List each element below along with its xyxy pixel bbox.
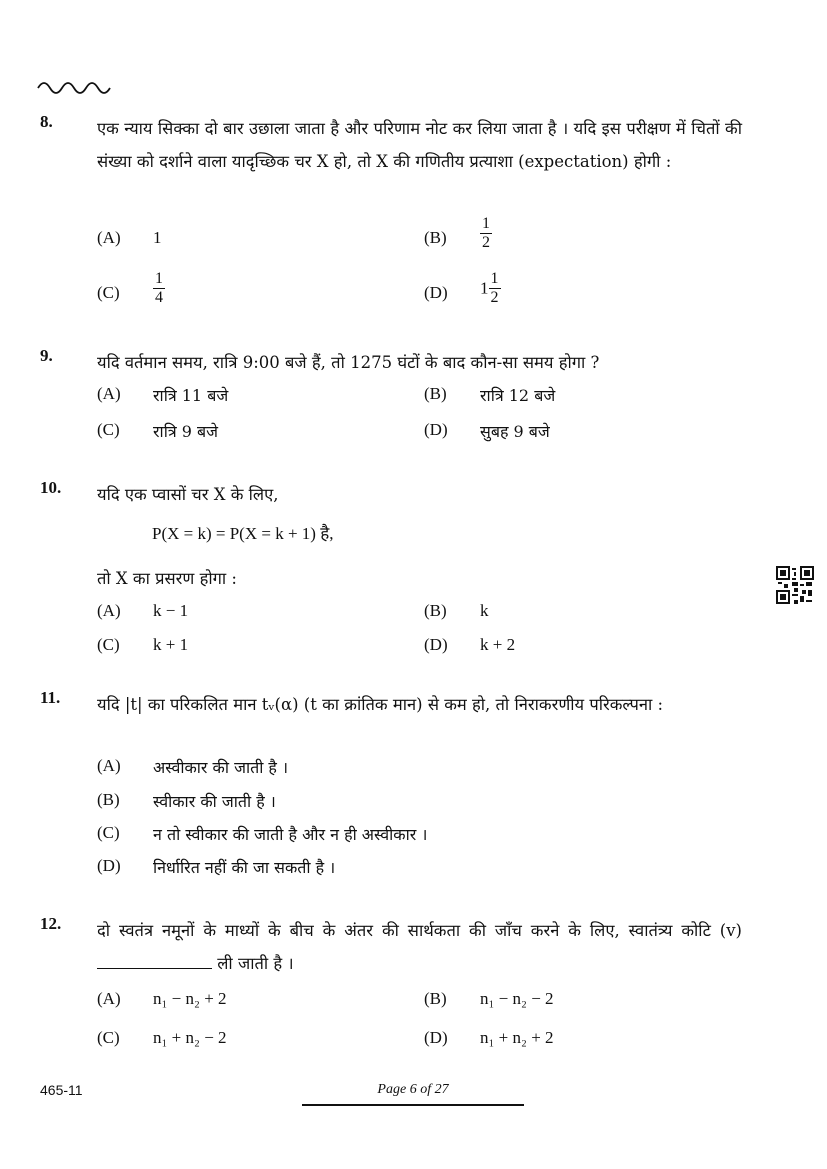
page-number: Page 6 of 27 (377, 1082, 449, 1097)
option-label: (A) (97, 756, 121, 775)
option-label: (D) (424, 635, 448, 654)
option-value: अस्वीकार की जाती है । (153, 758, 289, 777)
option-label: (D) (424, 1028, 448, 1047)
option-label: (B) (424, 601, 447, 620)
question-number: 8. (40, 112, 53, 131)
question-text: एक न्याय सिक्का दो बार उछाला जाता है और परिणाम नोट कर लिया जाता है । यदि इस परीक्षण में चितों की संख्या को दर्शाने वाला यादृच्छिक चर X हो, तो X की गणितीय प्रत्याशा (expectation) होगी : (97, 119, 742, 171)
question-text: तो X का प्रसरण होगा : (97, 569, 237, 588)
fraction (480, 215, 492, 252)
fill-in-blank (97, 954, 212, 969)
question-text: यदि एक प्वासों चर X के लिए, (97, 485, 279, 504)
fraction-denominator: 2 (490, 289, 499, 306)
question-text: यदि वर्तमान समय, रात्रि 9:00 बजे हैं, तो 1275 घंटों के बाद कौन-सा समय होगा ? (97, 353, 600, 372)
qr-code-icon (776, 566, 814, 604)
option-value: n₁ + n₂ + 2 (480, 1028, 554, 1047)
option-label: (D) (97, 856, 121, 875)
question-text (97, 914, 742, 980)
question-number: 11. (40, 688, 61, 707)
option-value: सुबह 9 बजे (480, 422, 550, 441)
option-value: स्वीकार की जाती है । (153, 792, 276, 811)
option-label: (D) (424, 283, 448, 302)
option-value: रात्रि 11 बजे (153, 386, 229, 405)
footer-divider (302, 1104, 524, 1106)
option-label: (D) (424, 420, 448, 439)
option-label: (B) (424, 384, 447, 403)
option-value: k + 2 (480, 635, 516, 654)
option-value: रात्रि 9 बजे (153, 422, 219, 441)
wave-ornament-icon (36, 76, 116, 96)
question-text-part: ली जाती है । (217, 954, 294, 973)
option-label: (C) (97, 283, 120, 302)
option-value: k − 1 (153, 601, 189, 620)
equation: P(X = k) = P(X = k + 1) है, (152, 524, 334, 543)
paper-code: 465-11 (40, 1082, 83, 1098)
question-text-part: दो स्वतंत्र नमूनों के माध्यों के बीच के अंतर की सार्थकता की जाँच करने के लिए, स्वातंत्र्य कोटि (v) (97, 921, 742, 940)
option-label: (B) (424, 989, 447, 1008)
option-value: n₁ − n₂ − 2 (480, 989, 554, 1008)
fraction-denominator: 2 (482, 234, 490, 251)
option-value: n₁ + n₂ − 2 (153, 1028, 227, 1047)
mixed-whole: 1 (480, 278, 489, 298)
option-value: n₁ − n₂ + 2 (153, 989, 227, 1008)
option-value: 1 (153, 228, 162, 247)
option-label: (C) (97, 420, 120, 439)
question-number: 10. (40, 478, 62, 497)
question-text: यदि |t| का परिकलित मान tᵥ(α) (t का क्रांतिक मान) से कम हो, तो निराकरणीय परिकल्पना : (97, 695, 664, 714)
option-label: (C) (97, 823, 120, 842)
fraction-numerator: 1 (490, 270, 499, 287)
option-label: (A) (97, 989, 121, 1008)
option-value: k (480, 601, 489, 620)
option-label: (A) (97, 384, 121, 403)
option-label: (B) (424, 228, 447, 247)
option-value: न तो स्वीकार की जाती है और न ही अस्वीकार । (153, 825, 428, 844)
option-value: निर्धारित नहीं की जा सकती है । (153, 858, 336, 877)
question-number: 9. (40, 346, 53, 365)
fraction-numerator: 1 (155, 270, 163, 287)
fraction-numerator: 1 (482, 215, 490, 232)
option-label: (C) (97, 635, 120, 654)
option-label: (A) (97, 601, 121, 620)
question-number: 12. (40, 914, 62, 933)
option-label: (C) (97, 1028, 120, 1047)
option-value: k + 1 (153, 635, 189, 654)
fraction (489, 270, 501, 307)
option-label: (A) (97, 228, 121, 247)
option-label: (B) (97, 790, 120, 809)
fraction-denominator: 4 (155, 289, 163, 306)
fraction (153, 270, 165, 307)
option-value: रात्रि 12 बजे (480, 386, 556, 405)
